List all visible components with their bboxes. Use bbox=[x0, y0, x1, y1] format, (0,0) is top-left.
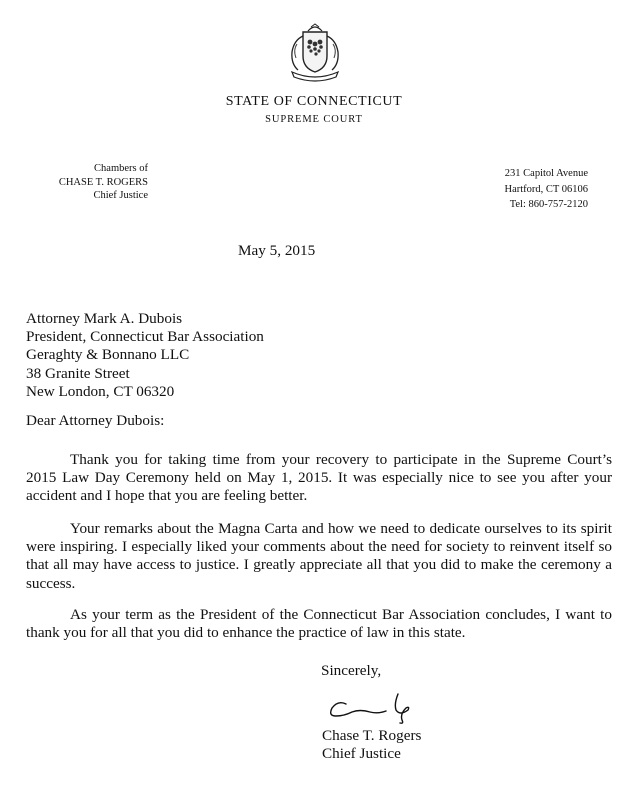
recipient-line: 38 Granite Street bbox=[26, 364, 130, 382]
letter-date: May 5, 2015 bbox=[238, 242, 316, 259]
body-paragraph: As your term as the President of the Connecticut Bar Association concludes, I want to thank you for all that you did to enhance the practice of law in this state. bbox=[26, 606, 612, 642]
address-block bbox=[468, 166, 588, 213]
handwritten-signature-icon bbox=[324, 690, 434, 724]
letterhead-state: STATE OF CONNECTICUT bbox=[225, 94, 403, 109]
recipient-line: President, Connecticut Bar Association bbox=[26, 328, 264, 346]
salutation: Dear Attorney Dubois: bbox=[26, 412, 165, 429]
recipient-address bbox=[26, 310, 264, 401]
signer-block bbox=[322, 727, 421, 763]
recipient-line: Geraghty & Bonnano LLC bbox=[26, 346, 190, 364]
body-paragraph: Thank you for taking time from your recovery to participate in the Supreme Court’s 2015 Law Day Ceremony held on May 1, 2015. It was especially nice to see you after your accident and I hope that you are feeling better. bbox=[26, 451, 612, 505]
recipient-line: Attorney Mark A. Dubois bbox=[26, 310, 183, 327]
letterhead-court: SUPREME COURT bbox=[265, 114, 363, 125]
recipient-line: New London, CT 06320 bbox=[26, 382, 175, 400]
chambers-name: CHASE T. ROGERS bbox=[58, 176, 148, 188]
connecticut-state-seal-icon bbox=[286, 22, 344, 84]
address-phone: Tel: 860-757-2120 bbox=[509, 199, 588, 210]
chambers-line: Chambers of bbox=[94, 163, 148, 174]
chambers-title: Chief Justice bbox=[93, 190, 148, 201]
address-city: Hartford, CT 06106 bbox=[504, 183, 588, 195]
signer-title: Chief Justice bbox=[322, 745, 401, 763]
address-street: 231 Capitol Avenue bbox=[504, 168, 588, 179]
closing: Sincerely, bbox=[321, 662, 382, 679]
body-paragraph: Your remarks about the Magna Carta and how we need to dedicate ourselves to its spirit were inspiring. I especially liked your comments about the need for society to reinvent itself so that all may have access to justice. I greatly appreciate all that you did to make the ceremony a success. bbox=[26, 520, 612, 592]
signer-name: Chase T. Rogers bbox=[322, 727, 422, 744]
chambers-block bbox=[40, 162, 148, 203]
